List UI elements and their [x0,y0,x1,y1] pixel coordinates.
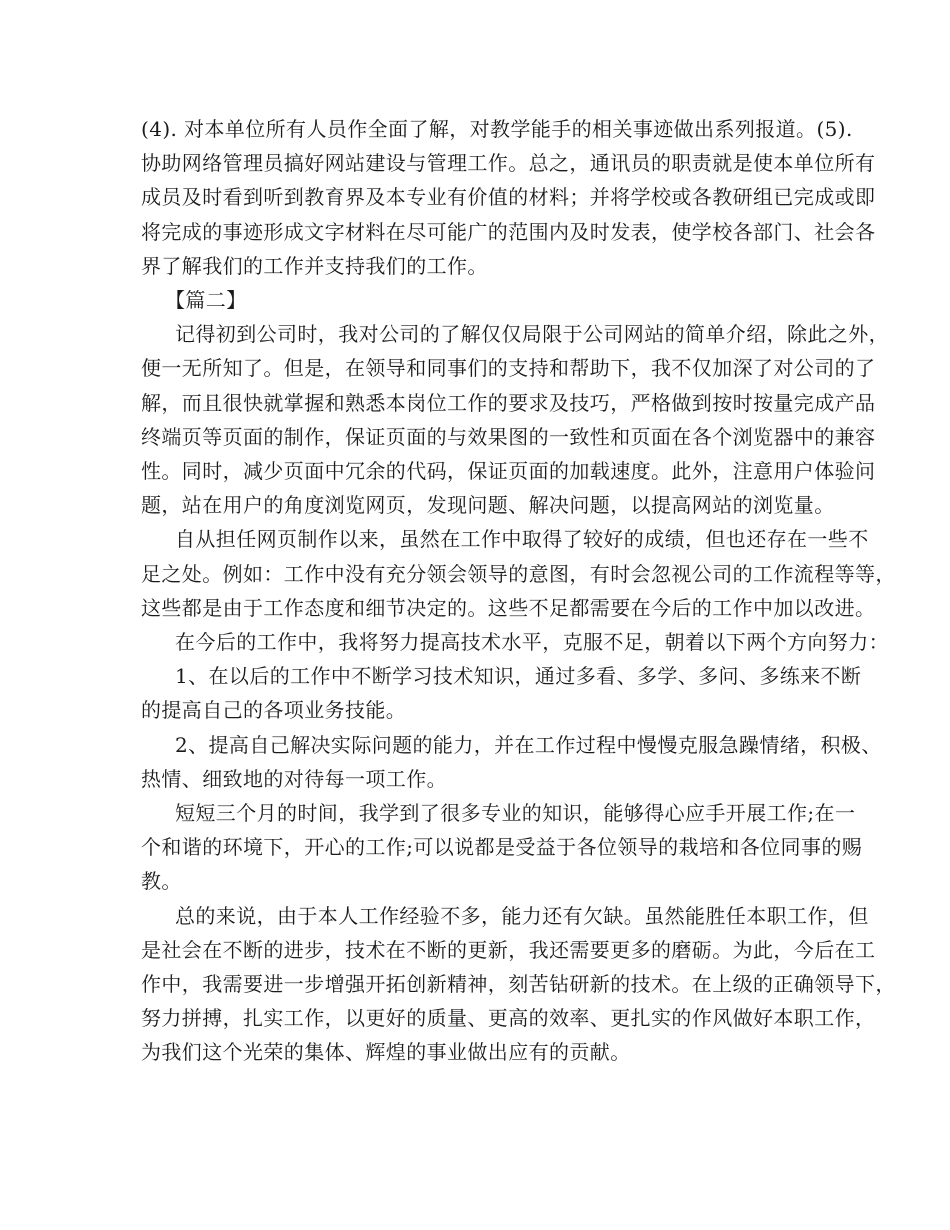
paragraph-line: 记得初到公司时，我对公司的了解仅仅局限于公司网站的简单介绍，除此之外， [175,322,889,347]
paragraph-line: 性。同时，减少页面中冗余的代码，保证页面的加载速度。此外，注意用户体验问 [141,459,876,484]
paragraph-line: 总的来说，由于本人工作经验不多，能力还有欠缺。虽然能胜任本职工作，但 [175,903,869,928]
paragraph-line: 热情、细致地的对待每一项工作。 [141,766,447,791]
paragraph-line: 是社会在不断的进步，技术在不断的更新，我还需要更多的磨砺。为此，今后在工 [141,937,876,962]
paragraph-line: 短短三个月的时间，我学到了很多专业的知识，能够得心应手开展工作;在一 [175,801,856,826]
paragraph-line: 终端页等页面的制作，保证页面的与效果图的一致性和页面在各个浏览器中的兼容 [141,424,876,449]
paragraph-line: 界了解我们的工作并支持我们的工作。 [141,253,488,278]
paragraph-line: 作中，我需要进一步增强开拓创新精神，刻苦钻研新的技术。在上级的正确领导下， [141,972,896,997]
paragraph-line: 教。 [141,869,182,894]
paragraph [141,796,863,899]
paragraph-line: 便一无所知了。但是，在领导和同事们的支持和帮助下，我不仅加深了对公司的了 [141,356,876,381]
paragraph [141,112,876,283]
paragraph [141,317,889,522]
document-body [141,112,896,1070]
paragraph-line: 这些都是由于工作态度和细节决定的。这些不足都需要在今后的工作中加以改进。 [141,595,876,620]
paragraph-line: 足之处。例如：工作中没有充分领会领导的意图，有时会忽视公司的工作流程等等， [141,561,896,586]
paragraph-line: 个和谐的环境下，开心的工作;可以说都是受益于各位领导的栽培和各位同事的赐 [141,835,863,860]
paragraph [141,899,896,1070]
paragraph-line: 自从担任网页制作以来，虽然在工作中取得了较好的成绩，但也还存在一些不 [175,527,869,552]
paragraph-line: (4). 对本单位所有人员作全面了解，对教学能手的相关事迹做出系列报道。(5). [141,117,853,141]
paragraph-line: 努力拼搏，扎实工作，以更好的质量、更高的效率、更扎实的作风做好本职工作， [141,1006,876,1031]
heading-text: 【篇二】 [165,288,247,313]
paragraph [141,728,882,796]
paragraph-line: 在今后的工作中，我将努力提高技术水平，克服不足，朝着以下两个方向努力： [175,630,889,655]
paragraph [141,625,889,659]
paragraph-line: 1、在以后的工作中不断学习技术知识，通过多看、多学、多问、多练来不断 [175,664,862,689]
paragraph-line: 将完成的事迹形成文字材料在尽可能广的范围内及时发表，使学校各部门、社会各 [141,219,876,244]
paragraph [141,522,896,625]
paragraph-line: 题，站在用户的角度浏览网页，发现问题、解决问题，以提高网站的浏览量。 [141,493,835,518]
paragraph-line: 的提高自己的各项业务技能。 [141,698,407,723]
paragraph-line: 协助网络管理员搞好网站建设与管理工作。总之，通讯员的职责就是使本单位所有 [141,151,876,176]
paragraph-line: 为我们这个光荣的集体、辉煌的事业做出应有的贡献。 [141,1040,631,1065]
paragraph-line: 成员及时看到听到教育界及本专业有价值的材料；并将学校或各教研组已完成或即 [141,185,876,210]
paragraph [141,659,862,727]
paragraph-line: 解，而且很快就掌握和熟悉本岗位工作的要求及技巧，严格做到按时按量完成产品 [141,390,876,415]
paragraph-line: 2、提高自己解决实际问题的能力，并在工作过程中慢慢克服急躁情绪，积极、 [175,732,882,757]
section-heading [141,283,841,317]
